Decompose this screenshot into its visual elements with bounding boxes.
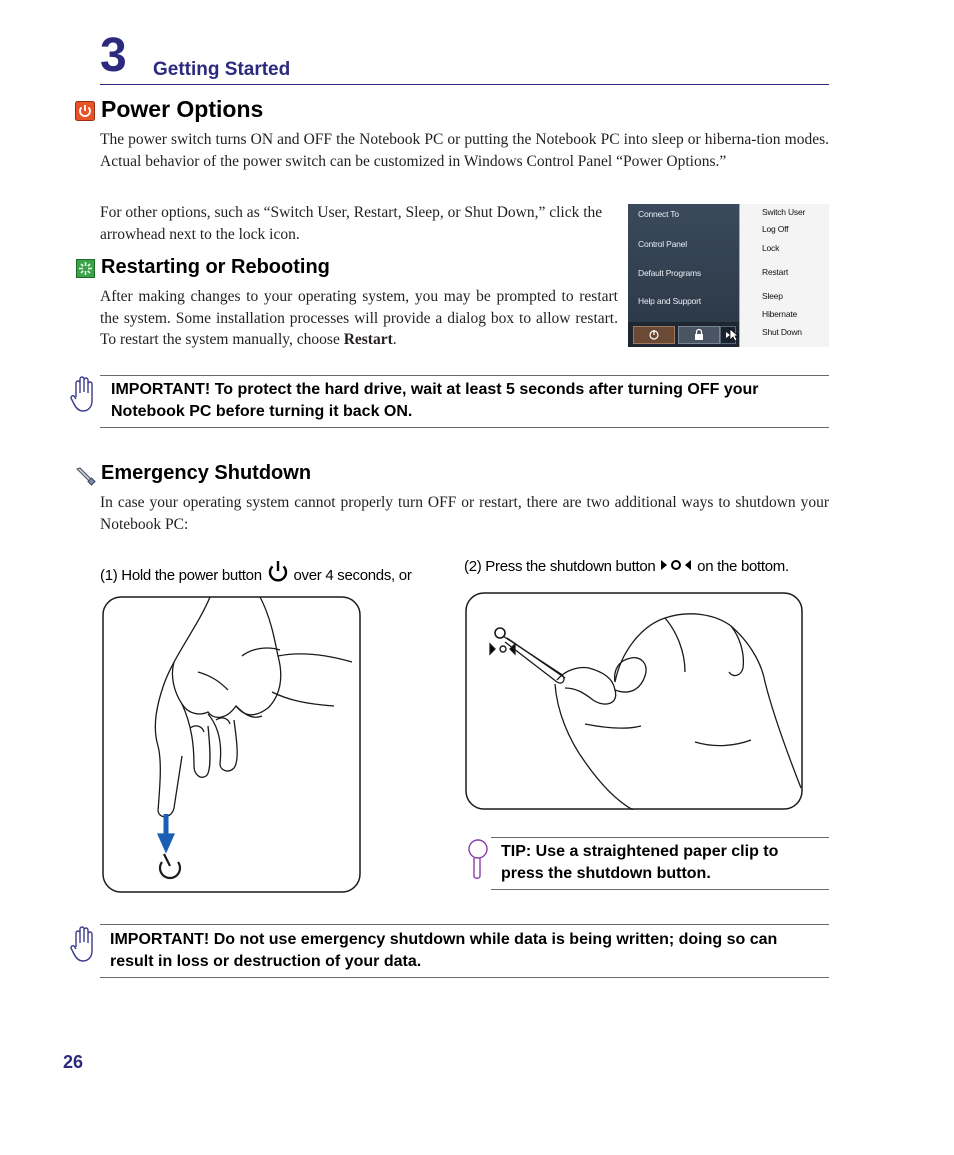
start-menu-button-bar	[628, 322, 739, 347]
power-icon	[75, 101, 95, 121]
wrench-icon	[74, 465, 96, 487]
hold-power-illustration	[102, 596, 361, 893]
menu-item-hibernate: Hibernate	[762, 309, 798, 319]
emergency-title: Emergency Shutdown	[101, 462, 312, 484]
step2-text-before: (2) Press the shutdown button	[464, 558, 656, 575]
emergency-para: In case your operating system cannot properly turn OFF or restart, there are two additional ways to shutdown your Notebook PC:	[100, 494, 829, 533]
restarting-title: Restarting or Rebooting	[101, 256, 330, 278]
restarting-para-text: After making changes to your operating system, you may be prompted to restart the system. Some installation processes will provide a dialog box to allow restart. To restart the system manually, choose	[100, 288, 618, 348]
start-menu-screenshot	[628, 204, 829, 347]
chapter-number: 3	[100, 29, 127, 82]
paperclip-illustration	[465, 592, 803, 810]
start-menu-right-pane	[739, 204, 829, 347]
important2-bottom-rule	[100, 977, 829, 978]
power-options-para2: For other options, such as “Switch User, Restart, Sleep, or Shut Down,” click the arrowhead next to the lock icon.	[100, 204, 603, 243]
menu-item-lock: Lock	[762, 243, 780, 253]
page-number: 26	[63, 1052, 84, 1072]
hand-icon	[70, 375, 98, 413]
menu-item-log-off: Log Off	[762, 224, 789, 234]
menu-item-connect-to: Connect To	[638, 209, 679, 219]
mouse-cursor-icon	[729, 328, 739, 342]
hand-icon	[70, 925, 98, 963]
important2-text: IMPORTANT! Do not use emergency shutdown while data is being written; doing so can result in loss or destruction of your data.	[110, 931, 778, 970]
step1-text-after: over 4 seconds, or	[293, 567, 412, 584]
header-rule	[100, 84, 829, 85]
important1-top-rule	[100, 375, 829, 376]
step2-caption	[464, 558, 789, 575]
shutdown-symbol-icon	[659, 558, 693, 572]
menu-item-sleep: Sleep	[762, 291, 783, 301]
power-options-para1: The power switch turns ON and OFF the Notebook PC or putting the Notebook PC into sleep or hiberna-tion modes. Actual behavior of the power switch can be customized in Windows Control Panel “Power Options.”	[100, 131, 829, 170]
menu-item-control-panel: Control Panel	[638, 239, 687, 249]
power-options-title: Power Options	[101, 96, 264, 122]
start-menu-left-pane	[628, 204, 739, 347]
restart-icon	[76, 259, 95, 278]
step1-caption	[100, 559, 412, 584]
step1-text-before: (1) Hold the power button	[100, 567, 262, 584]
menu-item-default-programs: Default Programs	[638, 268, 701, 278]
menu-item-restart: Restart	[762, 267, 788, 277]
power-symbol-icon	[266, 559, 290, 583]
menu-lock-button	[678, 326, 720, 344]
menu-item-switch-user: Switch User	[762, 207, 806, 217]
menu-item-shut-down: Shut Down	[762, 327, 802, 337]
magnifier-icon	[465, 838, 491, 880]
important1-bottom-rule	[100, 427, 829, 428]
tip-top-rule	[491, 837, 829, 838]
menu-power-button	[633, 326, 675, 344]
step2-text-after: on the bottom.	[697, 558, 789, 575]
important2-top-rule	[100, 924, 829, 925]
restarting-para	[100, 286, 618, 351]
menu-item-help-support: Help and Support	[638, 296, 701, 306]
tip-bottom-rule	[491, 889, 829, 890]
important1-text: IMPORTANT! To protect the hard drive, wait at least 5 seconds after turning OFF your Notebook PC before turning it back ON.	[111, 381, 759, 420]
restart-keyword: Restart	[343, 331, 393, 348]
restarting-para-end: .	[392, 331, 397, 348]
tip-text: TIP: Use a straightened paper clip to press the shutdown button.	[501, 843, 779, 882]
chapter-title: Getting Started	[153, 59, 291, 80]
